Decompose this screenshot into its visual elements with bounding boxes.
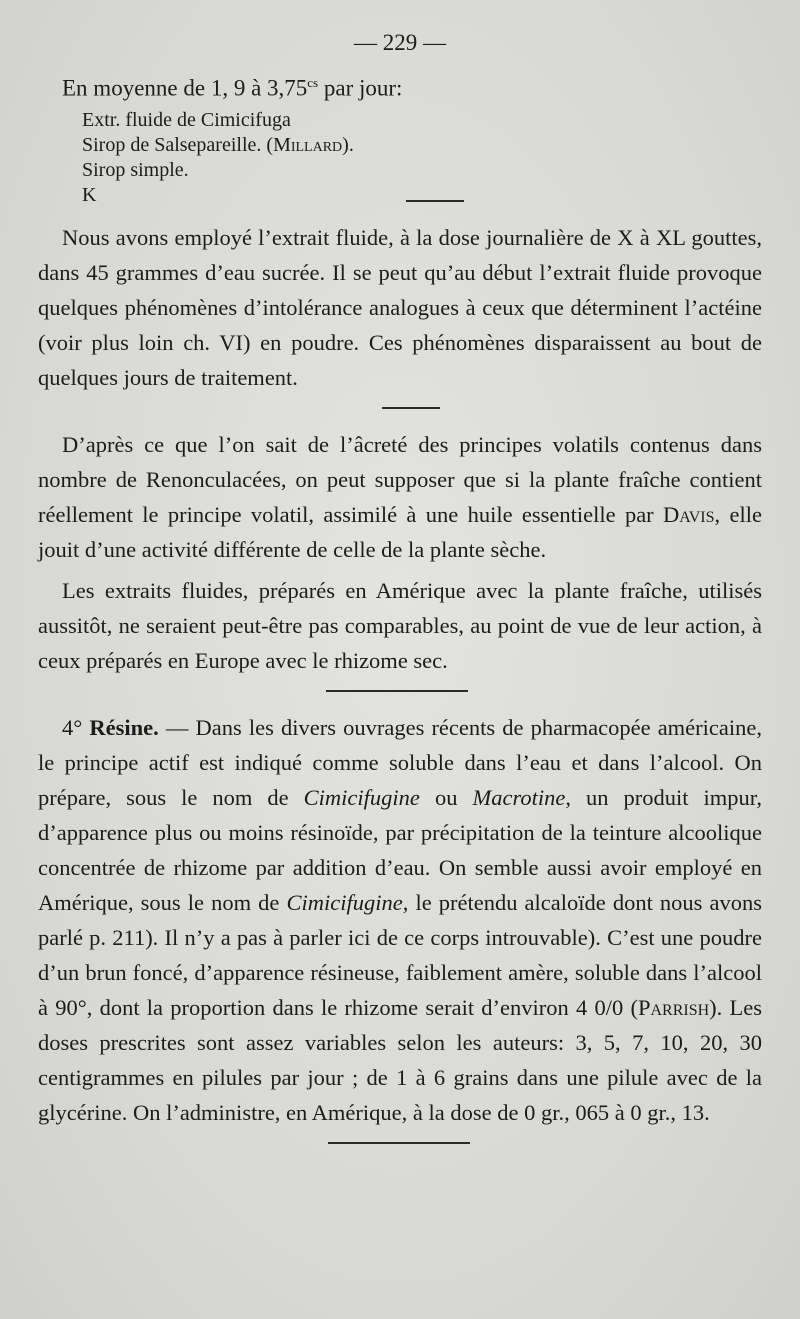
- recipe-line-2-author: Millard: [273, 133, 343, 156]
- page-number: — 229 —: [354, 30, 446, 55]
- para2-text-1: D’après ce que l’on sait de l’âcreté des principes volatils contenus dans nombre de Renonculacées, on peut supposer que si la plante fraîche contient réellement le principe volatil, assimilé à une huile essentielle par: [38, 431, 762, 527]
- term-macrotine: Macrotine: [472, 784, 566, 810]
- section-divider: [328, 1142, 470, 1144]
- section-heading-resine: Résine.: [89, 714, 159, 740]
- term-cimicifugine-2: Cimicifugine: [286, 889, 403, 915]
- recipe-line-2-end: ).: [342, 133, 354, 156]
- paragraph-extrait-fluide: Nous avons employé l’extrait fluide, à la dose journalière de X à XL gouttes, dans 45 grammes d’eau sucrée. Il se peut qu’au début l’extrait fluide provoque quelques phénomènes d’intolérance analogues à ceux que déterminent l’actéine (voir plus loin ch. VI) en poudre. Ces phénomènes disparaissent au bout de quelques jours de traitement.: [38, 224, 762, 390]
- dose-prefix: En moyenne de 1, 9 à 3,75: [62, 75, 308, 101]
- recipe-line-3: Sirop simple.: [82, 158, 189, 181]
- paragraph-extraits-amerique: Les extraits fluides, préparés en Amérique avec la plante fraîche, utilisés aussitôt, ne seraient peut-être pas comparables, au point de vue de leur action, à ceux préparés en Europe avec le rhizome sec.: [38, 577, 762, 673]
- author-parrish: Parrish: [637, 994, 710, 1020]
- author-davis: Davis: [663, 501, 715, 527]
- section-divider: [406, 200, 464, 202]
- para4-text-2: ou: [419, 784, 473, 810]
- para4-text-5: ). Les doses prescrites sont assez variables selon les auteurs: 3, 5, 7, 10, 20, 30 centigrammes en pilules par jour ; de 1 à 6 grains dans une pilule avec de la glycérine. On l’administre, en Amérique, à la dose de 0 gr., 065 à 0 gr., 13.: [38, 994, 762, 1125]
- recipe-line-4: K: [82, 183, 97, 206]
- para4-text-1: — Dans les divers ouvrages récents de pharmacopée américaine, le principe actif est indiqué comme soluble dans l’eau et dans l’alcool. On prépare, sous le nom de: [38, 714, 762, 810]
- dose-unit: cs: [307, 75, 319, 90]
- para4-text-3: , un produit impur, d’apparence plus ou moins résinoïde, par précipitation de la teinture alcoolique concentrée de rhizome par addition d’eau. On semble aussi avoir employé en Amérique, sous le nom de: [38, 784, 763, 915]
- recipe-line-2: [82, 133, 762, 158]
- paragraph-resine: [38, 710, 762, 1130]
- section-number: 4°: [62, 714, 90, 740]
- recipe-line-2-text: Sirop de Salsepareille. (: [82, 133, 274, 156]
- para2-text-2: , elle jouit d’une activité différente de celle de la plante sèche.: [38, 501, 762, 562]
- recipe-list: [82, 108, 762, 208]
- recipe-line-1: Extr. fluide de Cimicifuga: [82, 108, 291, 131]
- term-cimicifugine: Cimicifugine: [303, 784, 420, 810]
- para4-text-4: , le prétendu alcaloïde dont nous avons parlé p. 211). Il n’y a pas à parler ici de ce corps introuvable). C’est une poudre d’un brun foncé, d’apparence résineuse, faiblement amère, soluble dans l’alcool à 90°, dont la proportion dans le rhizome serait d’environ 4 0/0 (: [38, 889, 762, 1020]
- dose-line: [62, 68, 762, 104]
- dose-suffix: par jour:: [318, 75, 403, 101]
- paragraph-plante-fraiche: [38, 427, 762, 567]
